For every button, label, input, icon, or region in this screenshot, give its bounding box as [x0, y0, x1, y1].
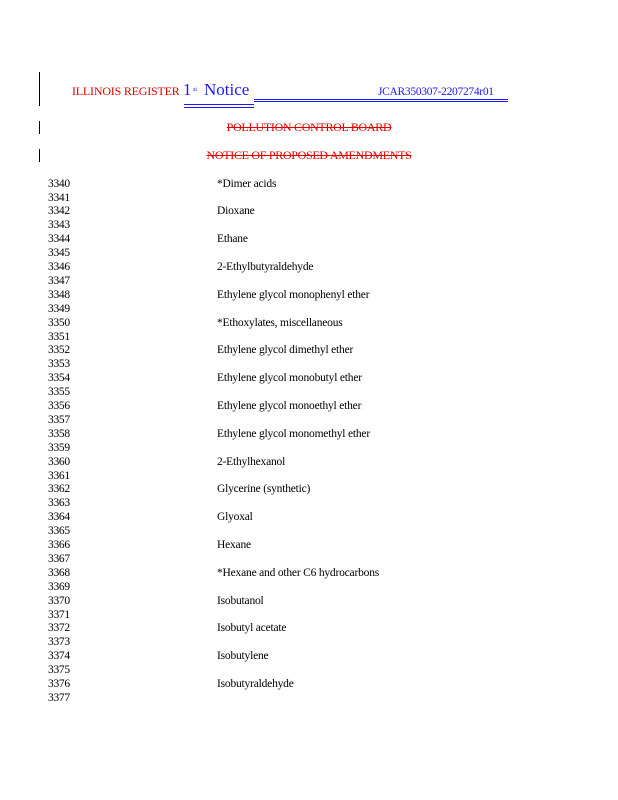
line-number: 3374 [48, 650, 70, 662]
line-number: 3362 [48, 483, 70, 495]
line-number: 3340 [48, 178, 70, 190]
header-underline [254, 99, 508, 100]
line-number: 3369 [48, 581, 70, 593]
list-item: Ethylene glycol monoethyl ether [217, 400, 362, 412]
line-number: 3350 [48, 317, 70, 329]
line-number: 3344 [48, 233, 70, 245]
line-number: 3360 [48, 456, 70, 468]
list-item: Ethane [217, 233, 248, 245]
line-number: 3356 [48, 400, 70, 412]
register-label: ILLINOIS REGISTER [72, 84, 180, 98]
line-number: 3370 [48, 595, 70, 607]
line-number: 3355 [48, 386, 70, 398]
line-number: 3353 [48, 358, 70, 370]
line-number: 3367 [48, 553, 70, 565]
list-item: Ethylene glycol monobutyl ether [217, 372, 362, 384]
notice-label: Notice [204, 80, 250, 99]
line-number: 3341 [48, 192, 70, 204]
list-item: 2-Ethylbutyraldehyde [217, 261, 314, 273]
line-number: 3366 [48, 539, 70, 551]
list-item: Ethylene glycol monophenyl ether [217, 289, 370, 301]
line-number: 3368 [48, 567, 70, 579]
line-number: 3352 [48, 344, 70, 356]
list-item: *Hexane and other C6 hydrocarbons [217, 567, 380, 579]
line-number: 3359 [48, 442, 70, 454]
list-item: Dioxane [217, 205, 255, 217]
line-number: 3345 [48, 247, 70, 259]
list-item: Ethylene glycol monomethyl ether [217, 428, 370, 440]
list-item: Isobutyraldehyde [217, 678, 294, 690]
list-item: Hexane [217, 539, 251, 551]
line-number: 3376 [48, 678, 70, 690]
line-number: 3363 [48, 497, 70, 509]
header-underline [184, 104, 254, 105]
line-number: 3365 [48, 525, 70, 537]
line-number: 3357 [48, 414, 70, 426]
line-number: 3358 [48, 428, 70, 440]
line-number: 3375 [48, 664, 70, 676]
line-number: 3346 [48, 261, 70, 273]
line-number: 3349 [48, 303, 70, 315]
line-number: 3354 [48, 372, 70, 384]
line-number: 3377 [48, 692, 70, 704]
line-number: 3361 [48, 470, 70, 482]
line-number: 3347 [48, 275, 70, 287]
list-item: *Dimer acids [217, 178, 277, 190]
list-item: Isobutanol [217, 595, 264, 607]
line-number: 3364 [48, 511, 70, 523]
list-item: *Ethoxylates, miscellaneous [217, 317, 343, 329]
line-number: 3343 [48, 219, 70, 231]
agency-title: POLLUTION CONTROL BOARD [226, 120, 392, 134]
line-number: 3371 [48, 609, 70, 621]
header-underline [184, 107, 254, 108]
list-item: Glycerine (synthetic) [217, 483, 311, 495]
change-bar [39, 72, 40, 106]
issue-number: 1 [183, 80, 192, 99]
list-item: Isobutyl acetate [217, 622, 287, 634]
line-number: 3373 [48, 636, 70, 648]
line-number: 3372 [48, 622, 70, 634]
list-item: Isobutylene [217, 650, 269, 662]
line-number: 3351 [48, 331, 70, 343]
notice-title: NOTICE OF PROPOSED AMENDMENTS [206, 148, 412, 162]
line-number: 3348 [48, 289, 70, 301]
list-item: Glyoxal [217, 511, 253, 523]
list-item: Ethylene glycol dimethyl ether [217, 344, 354, 356]
header-underline [254, 101, 508, 102]
document-id: JCAR350307-2207274r01 [378, 86, 494, 98]
line-number: 3342 [48, 205, 70, 217]
issue-suffix: st [193, 87, 198, 93]
list-item: 2-Ethylhexanol [217, 456, 286, 468]
